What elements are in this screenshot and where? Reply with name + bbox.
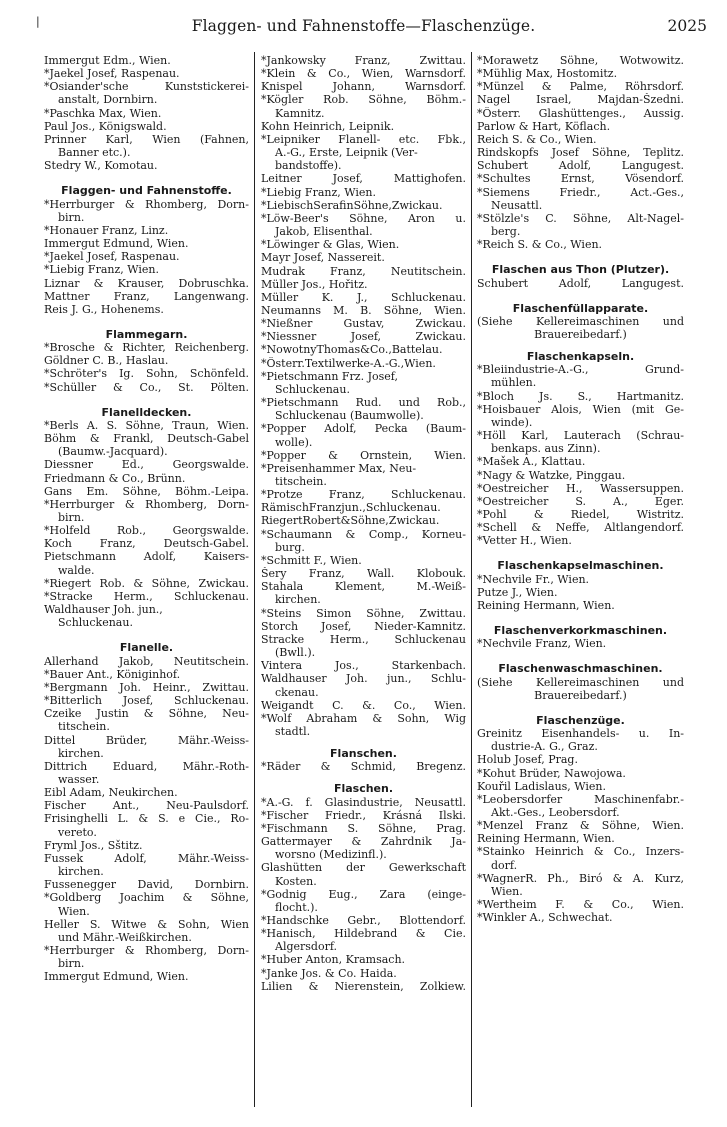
directory-entry: Reis J. G., Hohenems.	[44, 302, 164, 316]
directory-entry: *Österr. Glashüttenges., Aussig.	[477, 106, 684, 120]
directory-entry: Reich S. & Co., Wien.	[477, 132, 597, 146]
entry-continuation: birn.	[58, 511, 85, 524]
directory-entry: Immergut Edmund, Wien.	[44, 237, 189, 251]
directory-entry: Rindskopfs Josef Söhne, Teplitz.	[477, 146, 684, 160]
directory-entry: *Menzel Franz & Söhne, Wien.	[477, 819, 684, 833]
directory-entry: Greinitz Eisenhandels- u. In-	[477, 727, 684, 741]
page-number: 2025	[667, 17, 707, 35]
entry-continuation: und Mähr.-Weißkirchen.	[58, 930, 192, 944]
section-spacer	[44, 629, 249, 641]
entry-continuation: titschein.	[275, 475, 327, 488]
directory-entry: *Schultes Ernst, Vösendorf.	[477, 172, 684, 186]
directory-entry: Pietschmann Adolf, Kaisers-	[44, 550, 249, 564]
directory-entry: *Popper & Ornstein, Wien.	[261, 448, 466, 462]
directory-entry: *Fischmann S. Söhne, Prag.	[261, 821, 466, 835]
directory-entry: Allerhand Jakob, Neutitschein.	[44, 654, 249, 668]
section-heading: Flanelle.	[119, 641, 174, 655]
section-heading: Flaschenkapselmaschinen.	[497, 559, 664, 573]
directory-entry: Czeike Justin & Söhne, Neu-	[44, 707, 249, 721]
page-header	[0, 15, 727, 39]
directory-entry: *Schaumann & Comp., Korneu-	[261, 527, 466, 541]
directory-entry: *Schröter's Ig. Sohn, Schönfeld.	[44, 367, 249, 381]
directory-entry: *Nechvile Franz, Wien.	[477, 637, 607, 651]
section-heading: Flaschenkapseln.	[526, 350, 635, 364]
entry-continuation: dustrie-A. G., Graz.	[491, 740, 598, 754]
directory-entry: *Reich S. & Co., Wien.	[477, 238, 603, 252]
directory-entry: Prinner Karl, Wien (Fahnen,	[44, 132, 249, 146]
entry-continuation: Schluckenau.	[58, 616, 133, 630]
directory-entry: Müller Jos., Hořitz.	[261, 277, 368, 291]
entry-continuation: A.-G., Erste, Leipnik (Ver-	[275, 146, 418, 160]
directory-entry: *Hoisbauer Alois, Wien (mit Ge-	[477, 402, 684, 416]
section-spacer	[477, 547, 684, 559]
directory-entry: *Jankowsky Franz, Zwittau.	[261, 54, 466, 67]
entry-line: Brauereibedarf.)	[534, 688, 627, 702]
directory-entry: *Pohl & Riedel, Wistritz.	[477, 508, 684, 521]
directory-entry: Stahala Klement, M.-Weiß-	[261, 580, 466, 594]
entry-continuation: mühlen.	[491, 376, 537, 390]
directory-entry: *Bitterlich Josef, Schluckenau.	[44, 694, 249, 708]
directory-entry: *Kögler Rob. Söhne, Böhm.-	[261, 93, 466, 107]
entry-continuation: dorf.	[491, 858, 518, 872]
directory-entry: Friedmann & Co., Brünn.	[44, 471, 186, 485]
entry-continuation: Wien.	[58, 904, 90, 918]
directory-entry: *Fischer Friedr., Krásná Ilski.	[261, 808, 466, 822]
directory-entry: Mayr Josef, Nassereit.	[261, 251, 385, 265]
directory-entry: *Handschke Gebr., Blottendorf.	[261, 914, 466, 927]
directory-entry: Fussek Adolf, Mähr.-Weiss-	[44, 851, 249, 865]
directory-entry: Immergut Edmund, Wien.	[44, 970, 189, 984]
entry-continuation: kirchen.	[58, 865, 104, 879]
directory-entry: RiegertRobert&Söhne,Zwickau.	[261, 514, 440, 528]
directory-entry: Reining Hermann, Wien.	[477, 832, 615, 846]
directory-entry: Mattner Franz, Langenwang.	[44, 289, 249, 303]
section-heading: Flaschenzüge.	[536, 713, 625, 727]
section-heading: Flanelldecken.	[101, 405, 192, 419]
directory-entry: *Schell & Neffe, Altlangendorf.	[477, 521, 684, 535]
entry-continuation: anstalt, Dornbirn.	[58, 93, 158, 107]
directory-entry: Heller S. Witwe & Sohn, Wien	[44, 917, 249, 931]
entry-continuation: wolle).	[275, 435, 313, 449]
directory-entry: Stedry W., Komotau.	[44, 159, 158, 173]
directory-entry: *Nechvile Fr., Wien.	[477, 572, 590, 586]
margin-mark: |	[36, 15, 40, 28]
directory-entry: *Winkler A., Schwechat.	[477, 911, 613, 925]
column-1	[44, 54, 249, 983]
section-heading: Flaschenverkorkmaschinen.	[493, 624, 668, 638]
entry-continuation: Kamnitz.	[275, 106, 325, 120]
directory-entry: *Herrburger & Rhomberg, Dorn-	[44, 197, 249, 211]
directory-entry: *Höll Karl, Lauterach (Schrau-	[477, 429, 684, 443]
column-rule-2	[471, 52, 472, 1107]
directory-entry: (Siehe Kellereimaschinen und	[477, 314, 684, 328]
directory-entry: Liznar & Krauser, Dobruschka.	[44, 276, 249, 290]
directory-entry: *Popper Adolf, Pecka (Baum-	[261, 422, 466, 436]
entry-continuation: Schluckenau (Baumwolle).	[275, 409, 424, 423]
entry-continuation: kirchen.	[275, 593, 321, 607]
directory-entry: *Hanisch, Hildebrand & Cie.	[261, 927, 466, 941]
directory-entry: Gans Em. Söhne, Böhm.-Leipa.	[44, 484, 249, 498]
directory-entry: *Vetter H., Wien.	[477, 534, 572, 548]
directory-entry: Stracke Herm., Schluckenau	[261, 632, 466, 646]
directory-entry: *Herrburger & Rhomberg, Dorn-	[44, 944, 249, 957]
directory-entry: *Brosche & Richter, Reichenberg.	[44, 341, 249, 355]
directory-entry: *Wertheim F. & Co., Wien.	[477, 898, 684, 912]
entry-continuation: Schluckenau.	[275, 382, 350, 396]
directory-entry: *Goldberg Joachim & Söhne,	[44, 891, 249, 905]
directory-entry: Paul Jos., Königswald.	[44, 119, 167, 133]
directory-entry: *Huber Anton, Kramsach.	[261, 953, 406, 967]
section-spacer	[44, 394, 249, 406]
directory-entry: *Bauer Ant., Königinhof.	[44, 667, 181, 681]
directory-entry: *Honauer Franz, Linz.	[44, 223, 169, 237]
entry-continuation: worsno (Medizinfl.).	[275, 848, 387, 862]
directory-entry: *Oestreicher S. A., Eger.	[477, 494, 684, 508]
directory-entry: *Schüller & Co., St. Pölten.	[44, 380, 249, 394]
directory-entry: Leitner Josef, Mattighofen.	[261, 172, 466, 186]
column-2	[261, 54, 466, 993]
entry-continuation: stadtl.	[275, 724, 311, 738]
directory-entry: *Stölzle's C. Söhne, Alt-Nagel-	[477, 211, 684, 225]
directory-entry: *Paschka Max, Wien.	[44, 106, 162, 120]
directory-entry: Weigandt C. &. Co., Wien.	[261, 698, 466, 712]
section-spacer	[261, 738, 466, 747]
directory-entry: *Leipniker Flanell- etc. Fbk.,	[261, 132, 466, 146]
section-spacer	[477, 702, 684, 714]
entry-continuation: winde).	[491, 415, 533, 429]
entry-continuation: Wien.	[491, 884, 523, 898]
section-spacer	[477, 251, 684, 263]
directory-entry: *Löw-Beer's Söhne, Aron u.	[261, 211, 466, 225]
directory-entry: Immergut Edm., Wien.	[44, 54, 171, 67]
directory-entry: Storch Josef, Nieder-Kamnitz.	[261, 619, 466, 633]
directory-entry: Schubert Adolf, Langugest.	[477, 276, 684, 290]
directory-entry: *Pietschmann Frz. Josef,	[261, 369, 398, 383]
directory-entry: Lilien & Nierenstein, Zolkiew.	[261, 979, 466, 993]
directory-entry: *LiebischSerafinSöhne,Zwickau.	[261, 198, 443, 212]
directory-entry: *Nagy & Watzke, Pinggau.	[477, 468, 626, 482]
entry-continuation: birn.	[58, 210, 85, 224]
directory-entry: *Löwinger & Glas, Wien.	[261, 238, 400, 252]
directory-entry: *Bleiindustrie-A.-G., Grund-	[477, 363, 684, 377]
section-heading: Flaschenwaschmaschinen.	[498, 662, 663, 676]
directory-entry: *Räder & Schmid, Bregenz.	[261, 760, 466, 774]
directory-entry: Neumanns M. B. Söhne, Wien.	[261, 303, 466, 317]
directory-entry: *Berls A. S. Söhne, Traun, Wien.	[44, 418, 249, 432]
entry-continuation: vereto.	[58, 825, 97, 839]
directory-entry: *Münzel & Palme, Röhrsdorf.	[477, 80, 684, 94]
directory-entry: *Bergmann Joh. Heinr., Zwittau.	[44, 680, 249, 694]
section-spacer	[477, 290, 684, 302]
directory-entry: *Kohut Brüder, Nawojowa.	[477, 766, 626, 780]
section-spacer	[261, 773, 466, 782]
directory-entry: Göldner C. B., Haslau.	[44, 354, 169, 368]
directory-entry: Müller K. J., Schluckenau.	[261, 290, 466, 304]
directory-entry: *Nießner Gustav, Zwickau.	[261, 317, 466, 331]
directory-entry: *Klein & Co., Wien, Warnsdorf.	[261, 67, 466, 81]
directory-entry: Šery Franz, Wall. Klobouk.	[261, 567, 466, 581]
directory-entry: *Jaekel Josef, Raspenau.	[44, 250, 180, 264]
entry-continuation: wasser.	[58, 772, 100, 786]
section-spacer	[44, 316, 249, 328]
directory-entry: *Schmitt F., Wien.	[261, 553, 362, 567]
directory-entry: Nagel Israel, Majdan-Šzedni.	[477, 93, 684, 107]
section-heading: Flaschen.	[333, 782, 394, 796]
directory-entry: Glashütten der Gewerkschaft	[261, 861, 466, 875]
directory-entry: Frisinghelli L. & S. e Cie., Ro-	[44, 812, 249, 826]
directory-entry: *Mašek A., Klattau.	[477, 455, 586, 469]
directory-entry: *Wolf Abraham & Sohn, Wig	[261, 711, 466, 725]
entry-continuation: Neusattl.	[491, 198, 543, 212]
entry-continuation: benkaps. aus Zinn).	[491, 442, 601, 456]
directory-entry: Gattermayer & Zahrdnik Ja-	[261, 835, 466, 849]
directory-entry: Putze J., Wien.	[477, 585, 558, 599]
section-spacer	[477, 612, 684, 624]
directory-entry: *Jaekel Josef, Raspenau.	[44, 67, 180, 81]
directory-entry: *Osiander'sche Kunststickerei-	[44, 80, 249, 94]
directory-entry: Fischer Ant., Neu-Paulsdorf.	[44, 799, 249, 813]
directory-entry: RämischFranzjun.,Schluckenau.	[261, 501, 441, 515]
directory-entry: Fussenegger David, Dornbirn.	[44, 878, 249, 892]
directory-entry: *Riegert Rob. & Söhne, Zwickau.	[44, 576, 249, 590]
directory-entry: *Pietschmann Rud. und Rob.,	[261, 396, 466, 410]
directory-entry: Diessner Ed., Georgswalde.	[44, 458, 249, 472]
directory-entry: Koch Franz, Deutsch-Gabel.	[44, 537, 249, 551]
directory-entry: Parlow & Hart, Köflach.	[477, 119, 611, 133]
entry-continuation: burg.	[275, 540, 305, 554]
entry-continuation: (Baumw.-Jacquard).	[58, 445, 168, 459]
directory-entry: *Protze Franz, Schluckenau.	[261, 488, 466, 502]
directory-entry: *Steins Simon Söhne, Zwittau.	[261, 606, 466, 620]
entry-continuation: bandstoffe).	[275, 159, 342, 173]
section-heading: Flanschen.	[330, 747, 397, 761]
column-3	[477, 54, 684, 924]
directory-entry: *Bloch Js. S., Hartmanitz.	[477, 389, 684, 403]
entry-continuation: birn.	[58, 957, 85, 971]
directory-entry: Fryml Jos., Sštitz.	[44, 838, 143, 852]
entry-continuation: (Bwll.).	[275, 646, 316, 660]
directory-entry: Knispel Johann, Warnsdorf.	[261, 80, 466, 94]
entry-continuation: Banner etc.).	[58, 146, 131, 160]
directory-entry: *A.-G. f. Glasindustrie, Neusattl.	[261, 795, 466, 809]
entry-continuation: ckenau.	[275, 685, 319, 699]
directory-entry: *Niessner Josef, Zwickau.	[261, 330, 466, 344]
directory-entry: *Leobersdorfer Maschinenfabr.-	[477, 792, 684, 806]
directory-entry: Eibl Adam, Neukirchen.	[44, 786, 178, 800]
directory-entry: *NowotnyThomas&Co.,Battelau.	[261, 343, 443, 357]
directory-entry: Vintera Jos., Starkenbach.	[261, 659, 466, 673]
directory-entry: *Stracke Herm., Schluckenau.	[44, 589, 249, 603]
running-title: Flaggen- und Fahnenstoffe—Flaschenzüge.	[191, 17, 536, 35]
section-spacer	[477, 650, 684, 662]
entry-continuation: kirchen.	[58, 746, 104, 760]
column-rule-1	[254, 52, 255, 1107]
directory-entry: *Stainko Heinrich & Co., Inzers-	[477, 845, 684, 859]
section-spacer	[477, 341, 684, 350]
directory-entry: *Janke Jos. & Co. Haida.	[261, 966, 397, 980]
directory-entry: *Godnig Eug., Zara (einge-	[261, 887, 466, 901]
directory-entry: *Siemens Friedr., Act.-Ges.,	[477, 185, 684, 199]
directory-entry: Waldhauser Joh. jun.,	[44, 603, 163, 617]
directory-entry: *Holfeld Rob., Georgswalde.	[44, 524, 249, 538]
entry-continuation: Algersdorf.	[275, 940, 338, 954]
directory-entry: Kouřil Ladislaus, Wien.	[477, 779, 607, 793]
directory-entry: *Österr.Textilwerke-A.-G.,Wien.	[261, 356, 436, 370]
directory-entry: Böhm & Frankl, Deutsch-Gabel	[44, 432, 249, 446]
section-heading: Flammegarn.	[105, 327, 188, 341]
directory-entry: Kohn Heinrich, Leipnik.	[261, 119, 395, 133]
entry-continuation: berg.	[491, 225, 521, 239]
entry-continuation: Akt.-Ges., Leobersdorf.	[491, 805, 620, 819]
directory-entry: (Siehe Kellereimaschinen und	[477, 675, 684, 689]
entry-continuation: Jakob, Elisenthal.	[275, 225, 373, 239]
directory-entry: Reining Hermann, Wien.	[477, 598, 615, 612]
directory-entry: Dittel Brüder, Mähr.-Weiss-	[44, 733, 249, 747]
directory-entry: *Mühlig Max, Hostomitz.	[477, 67, 618, 81]
entry-continuation: walde.	[58, 563, 95, 577]
directory-entry: *Morawetz Söhne, Wotwowitz.	[477, 54, 684, 67]
directory-entry: Mudrak Franz, Neutitschein.	[261, 264, 466, 278]
directory-entry: *Liebig Franz, Wien.	[261, 185, 376, 199]
directory-entry: *Herrburger & Rhomberg, Dorn-	[44, 497, 249, 511]
entry-continuation: titschein.	[58, 720, 110, 734]
directory-entry: Waldhauser Joh. jun., Schlu-	[261, 672, 466, 686]
directory-entry: *WagnerR. Ph., Biró & A. Kurz,	[477, 871, 684, 885]
entry-continuation: Kosten.	[275, 874, 317, 888]
section-heading: Flaschen aus Thon (Plutzer).	[491, 263, 670, 277]
directory-entry: *Liebig Franz, Wien.	[44, 263, 159, 277]
directory-entry: *Oestreicher H., Wassersuppen.	[477, 481, 684, 495]
directory-entry: Holub Josef, Prag.	[477, 753, 578, 767]
section-heading: Flaschenfüllapparate.	[512, 301, 649, 315]
directory-entry: *Preisenhammer Max, Neu-	[261, 461, 417, 475]
section-spacer	[44, 172, 249, 184]
entry-line: Brauereibedarf.)	[534, 327, 627, 341]
directory-entry: Schubert Adolf, Langugest.	[477, 159, 684, 173]
directory-entry: Dittrich Eduard, Mähr.-Roth-	[44, 759, 249, 773]
section-heading: Flaggen- und Fahnenstoffe.	[61, 184, 232, 198]
entry-continuation: flocht.).	[275, 900, 318, 914]
